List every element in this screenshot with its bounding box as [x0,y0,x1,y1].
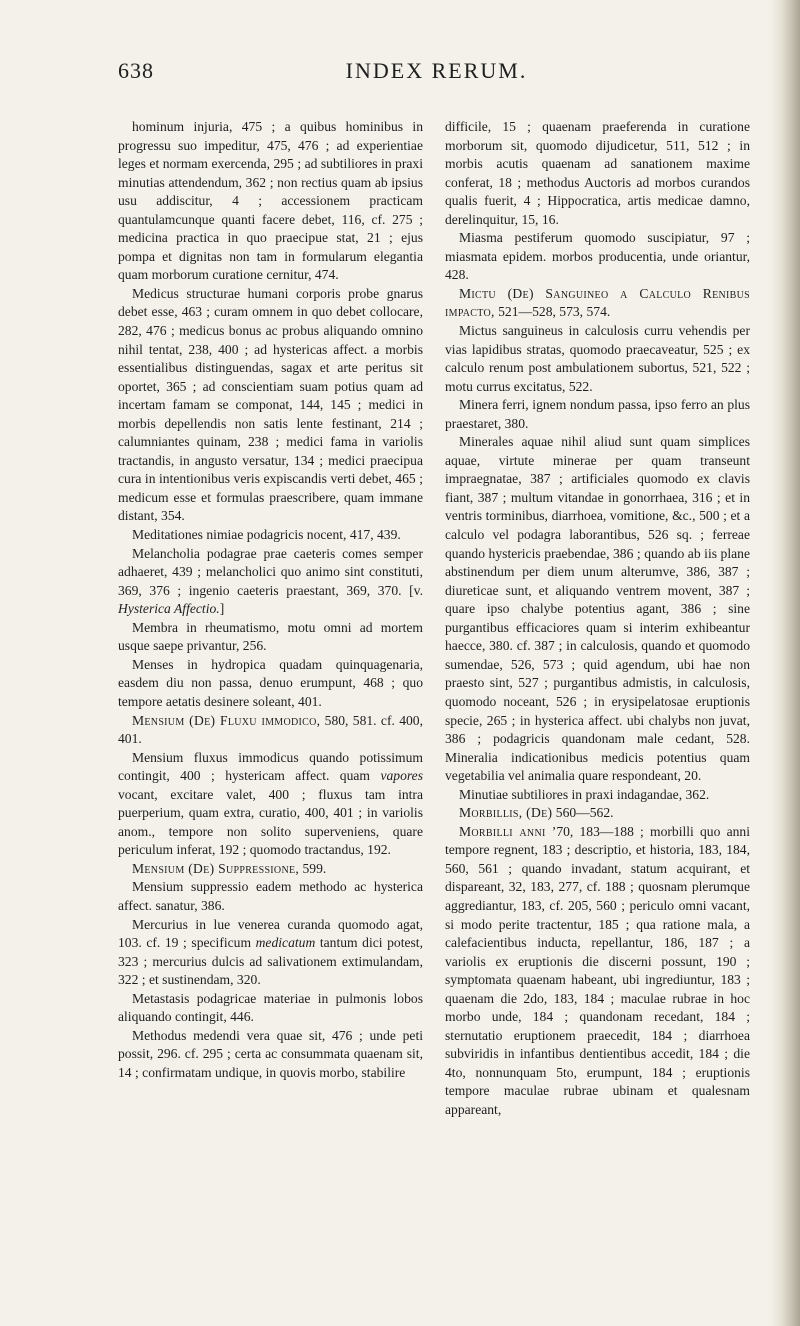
index-entry [445,433,750,785]
entry-text: ’70, 183—188 ; morbilli quo anni tempore regnent, 183 ; descriptio, et historia, 183, 184, 560, 561 ; quando invadant, statum acquirant, et dispareant, 32, 183, 277, cf. 188 ; quosnam plerumque aggrediantur, 183, cf. 205, 560 ; periculo omni vacant, si modo perite tractentur, 185 ; qua ratione mala, a calefacientibus inducta, repellantur, 186, 187 ; a variolis ex eruptionis die discerni possunt, 190 ; symptomata quaenam habeant, ubi ingrediuntur, 183 ; quaenam die 2do, 183, 184 ; maculae rubrae in hoc morbo unde, 184 ; quandonam recedant, 184 ; sternutatio eruptionem praecedit, 184 ; diarrhoea subviridis in infantibus dentientibus accedit, 184 ; die 4to, nonnunquam 5to, erumpunt, 184 ; eruptionis tempore maculae rubrae ubinam et qualesnam appareant, [445,823,750,1117]
index-entry [118,1027,423,1083]
index-entry [118,526,423,545]
index-entry [445,118,750,229]
index-entry [118,712,423,749]
right-column [445,118,750,1120]
index-entry [118,545,423,619]
entry-text: Mensium suppressio eadem methodo ac hysterica affect. sanatur, 386. [118,879,423,913]
entry-headword: Mensium (De) Fluxu immodico, [132,712,321,728]
entry-text: difficile, 15 ; quaenam praeferenda in curatione morborum sit, quomodo dijudicetur, 511, 512 ; in morbis acutis quaenam ad sanationem maxime conferat, 18 ; methodus Auctoris ad morbos curandos qualis fuerit, 4 ; Hippocratica, artis medicae damno, derelinquitur, 15, 16. [445,119,750,227]
entry-text: Miasma pestiferum quomodo suscipiatur, 97 ; miasmata epidem. morbos producentia, unde oriantur, 428. [445,230,750,283]
index-entry [445,823,750,1120]
entry-text: Minera ferri, ignem nondum passa, ipso ferro an plus praestaret, 380. [445,397,750,431]
index-entry [445,396,750,433]
index-entry [118,860,423,879]
index-entry [118,916,423,990]
entry-headword: Morbillis, (De) [459,805,553,821]
running-title: INDEX RERUM. [345,58,528,83]
index-entry [445,229,750,285]
entry-italic: Hysterica Affectio. [118,601,220,617]
index-entry [118,990,423,1027]
page-number: 638 [118,58,154,83]
entry-text: Mensium fluxus immodicus quando potissimum contingit, 400 ; hystericam affect. quam [118,749,423,784]
left-column [118,118,423,1082]
index-entry [118,118,423,285]
entry-tail: tantum dici potest, 323 ; mercurius dulcis ad salivationem extimulandam, 322 ; et sustinendam, 320. [118,935,423,988]
entry-tail: vocant, excitare valet, 400 ; fluxus tam intra puerperium, quam extra, curatio, 400, 401 ; in variolis anom., tempore non solito superveniens, quare periculum inferat, 192 ; quomodo tractandus, 192. [118,786,423,858]
entry-headword: Mensium (De) Suppressione, [132,860,300,876]
entry-text: Metastasis podagricae materiae in pulmonis lobos aliquando contingit, 446. [118,990,423,1025]
entry-text: Meditationes nimiae podagricis nocent, 417, 439. [132,527,401,543]
index-entry [118,878,423,915]
entry-text: Minutiae subtiliores in praxi indagandae, 362. [459,786,710,802]
page-header [118,58,755,88]
entry-text: hominum injuria, 475 ; a quibus hominibus in progressu suo impeditur, 475, 476 ; ad experientiae leges et normam exercenda, 295 ; ad subtiliores in praxi minutias attendendum, 362 ; non rectius quam ab ipsius usu addiscitur, 4 ; accessionem practicam quantulamcunque quanti facere debet, 116, cf. 275 ; medicina practica in quo praecipue stat, 21 ; ejus pompa et dignitas non tam in formularum elegantia quam morborum curatione cernitur, 474. [118,119,423,283]
index-entry [118,619,423,656]
index-entry [445,322,750,396]
index-entry [445,786,750,805]
entry-text: Melancholia podagrae prae caeteris comes semper adhaeret, 439 ; melancholici quo animo sint constituti, 369, 376 ; ingenio caeteris praestant, 369, 370. [v. [118,545,423,598]
entry-text: 599. [299,860,327,876]
entry-text: Menses in hydropica quadam quinquagenaria, easdem diu non passa, denuo erumpunt, 468 ; quo tempore aetatis desinere soleant, 401. [118,656,423,709]
entry-text: Medicus structurae humani corporis probe gnarus debet esse, 463 ; curam omnem in quo debet collocare, 282, 476 ; medicus bonus ac probus aliquando omnino nihil tentat, 238, 400 ; ad hystericas affect. a morbis essentialibus distinguendas, sagax et arte peritus sit oportet, 365 ; ad conscientiam suam potius quam ad incertam famam se componat, 144, 145 ; medici in morbis depellendis non satis lente festinant, 214 ; calumniantes quinam, 238 ; medici fama in variolis tractandis, in angusto versatur, 134 ; medici praecipua cura in intentionibus veris expiscandis verti debet, 465 ; medicum esse et formulas praescribere, quam immane distant, 354. [118,285,423,524]
index-entry [118,749,423,860]
entry-text: Mercurius in lue venerea curanda quomodo agat, 103. cf. 19 ; specificum [118,916,423,951]
entry-italic: vapores [380,768,423,784]
entry-italic: medicatum [255,935,316,951]
entry-text: 560—562. [552,805,614,821]
index-entry [118,285,423,526]
index-entry [445,804,750,823]
entry-text: Membra in rheumatismo, motu omni ad mortem usque saepe privantur, 256. [118,619,423,654]
entry-text: Methodus medendi vera quae sit, 476 ; unde peti possit, 296. cf. 295 ; certa ac consummata quaenam sit, 14 ; confirmatam undique, in quovis morbo, stabilire [118,1027,423,1080]
entry-text: 521—528, 573, 574. [494,304,611,320]
entry-headword: Morbilli anni [459,823,546,839]
index-entry [445,285,750,322]
entry-text: Mictus sanguineus in calculosis curru vehendis per vias lapidibus stratas, quomodo praecaveatur, 525 ; ex calculo renum post ambulationem subortus, 521, 522 ; motu currus excitatus, 522. [445,323,750,394]
index-entry [118,656,423,712]
entry-text: Minerales aquae nihil aliud sunt quam simplices aquae, virtute minerae per quam transeunt impraegnatae, 387 ; artificiales quomodo ex clavis fiant, 387 ; multum vitandae in gonorrhaea, 316 ; et in ventris torminibus, diarrhoea, vomitione, &c., 500 ; et a calculo vel podagra laborantibus, 526 sq. ; ferreae quando hystericis praebendae, 386 ; quando ab iis plane abstinendum per diem unum alterumve, 386, 387 ; diureticae sunt, et aliquando ventrem movent, 387 ; quare ipso chalybe potentius agant, 386 ; sine purgantibus efficaciores quam si interim exhibeantur haecce, 380. cf. 387 ; in calculosis, quando et quomodo sumendae, 526, 573 ; quid agendum, ubi hae non praesto sint, 527 ; purgantibus admistis, in calculosis, quomodo noceant, 526 ; in erysipelatosae eruptionis specie, 265 ; in hysterica affect. ubi chalybs non juvat, 386 ; podagricis quandonam male cedant, 528. Mineralia indicationibus medicis potentius quam vegetabilia vel animalia quare respondeant, 20. [445,434,750,784]
entry-headword: Mictu (De) Sanguineo a Calculo Renibus impacto, [445,285,750,320]
page-edge [770,0,800,1326]
entry-text: 580, 581. cf. 400, 401. [118,712,423,747]
entry-tail: ] [219,601,225,617]
